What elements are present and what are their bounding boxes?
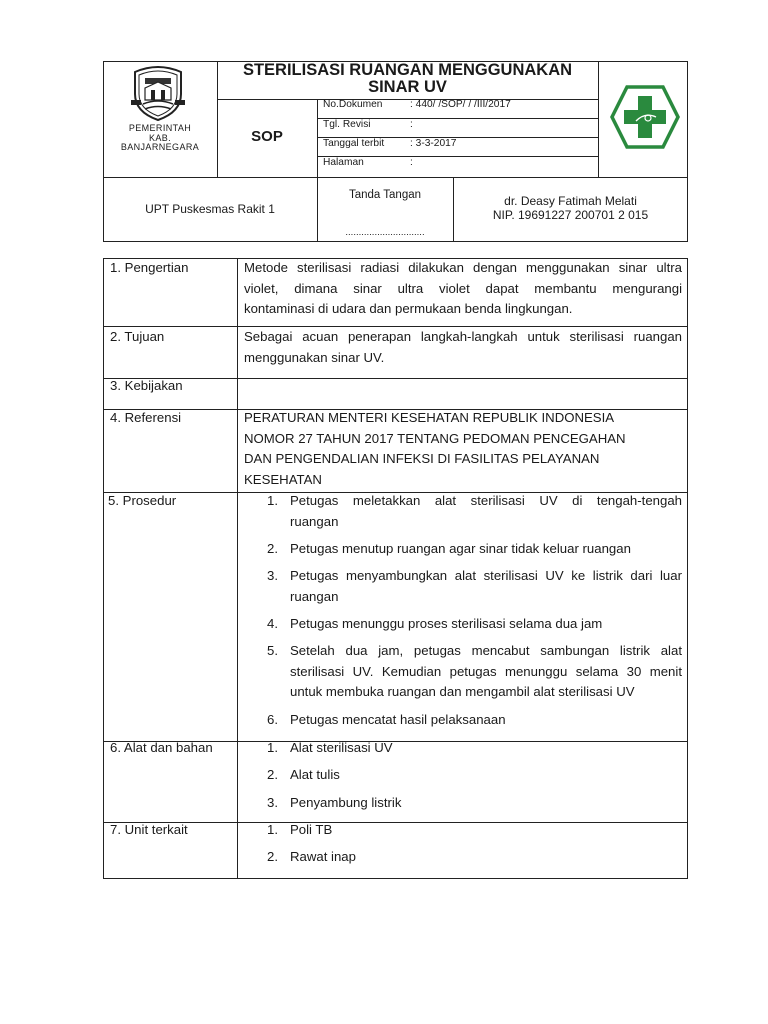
signer-name: dr. Deasy Fatimah Melati [504, 194, 637, 208]
item-number: 3. [267, 795, 278, 810]
item-number: 1. [267, 740, 278, 755]
meta-value-halaman: : [410, 157, 413, 168]
meta-value-tgl-revisi: : [410, 119, 413, 130]
text-line: PERATURAN MENTERI KESEHATAN REPUBLIK INDONESIA [244, 410, 615, 425]
document-title [217, 62, 598, 96]
step-line: Petugas menyambungkan alat sterilisasi UV ke listrik dari luar [290, 568, 682, 583]
row-label-referensi: 4. Referensi [110, 410, 182, 425]
puskesmas-logo [610, 84, 680, 150]
row-label-unit: 7. Unit terkait [110, 822, 188, 837]
meta-value-no-dokumen: : 440/ /SOP/ / /III/2017 [410, 99, 511, 110]
step-line: Petugas menutup ruangan agar sinar tidak keluar ruangan [290, 541, 631, 556]
header-divider [598, 61, 599, 177]
org-name [103, 124, 217, 153]
step-number: 5. [267, 643, 278, 658]
text-line: NOMOR 27 TAHUN 2017 TENTANG PEDOMAN PENCEGAHAN [244, 430, 626, 446]
pengertian-text [244, 258, 682, 320]
unit-name: UPT Puskesmas Rakit 1 [145, 202, 275, 216]
column-divider [237, 258, 238, 879]
step-line: Petugas meletakkan alat sterilisasi UV di tengah-tengah [290, 493, 682, 508]
step-line: untuk membuka ruangan dan mengambil alat sterilisasi UV [290, 684, 635, 700]
signature-line: .............................. [345, 227, 425, 238]
step-number: 3. [267, 568, 278, 583]
org-line: PEMERINTAH [128, 123, 192, 133]
item-text: Penyambung listrik [290, 795, 402, 810]
meta-label-no-dokumen: No.Dokumen [323, 99, 383, 110]
title-line: STERILISASI RUANGAN MENGGUNAKAN [242, 61, 573, 79]
text-line: violet, dimana sinar ultra violet dapat membantu mengurangi [244, 280, 682, 296]
step-line: ruangan [290, 513, 339, 529]
text-line: kontaminasi di udara dan permukaan benda lingkungan. [244, 301, 573, 317]
item-number: 1. [267, 822, 278, 837]
step-number: 2. [267, 541, 278, 556]
text-line: Metode sterilisasi radiasi dilakukan dengan menggunakan sinar ultra [244, 260, 682, 275]
meta-label-halaman: Halaman [323, 157, 364, 168]
signer-nip: NIP. 19691227 200701 2 015 [492, 208, 649, 222]
meta-label-tanggal-terbit: Tanggal terbit [323, 138, 385, 149]
step-number: 4. [267, 616, 278, 631]
org-line: BANJARNEGARA [120, 142, 200, 152]
row-label-tujuan: 2. Tujuan [110, 329, 165, 344]
item-number: 2. [267, 849, 278, 864]
item-text: Alat tulis [290, 767, 340, 782]
referensi-text [244, 408, 682, 490]
text-line: Sebagai acuan penerapan langkah-langkah untuk sterilisasi ruangan [244, 329, 682, 344]
row-divider [103, 378, 688, 379]
step-number: 6. [267, 712, 278, 727]
step-line: sterilisasi UV. Kemudian petugas menunggu selama 30 menit [290, 663, 682, 679]
regency-crest-logo [131, 64, 185, 122]
step-line: Petugas mencatat hasil pelaksanaan [290, 712, 506, 727]
item-text: Rawat inap [290, 849, 356, 864]
text-line: KESEHATAN [244, 471, 322, 487]
header-divider [103, 177, 688, 178]
signature-label: Tanda Tangan [348, 189, 422, 201]
signer-block [453, 194, 688, 222]
meta-value-tanggal-terbit: : 3-3-2017 [410, 138, 457, 149]
row-label-alat: 6. Alat dan bahan [110, 740, 213, 755]
item-text: Alat sterilisasi UV [290, 740, 393, 755]
step-line: Setelah dua jam, petugas mencabut sambungan listrik alat [290, 643, 682, 658]
sop-label: SOP [251, 128, 283, 145]
text-line: menggunakan sinar UV. [244, 349, 385, 365]
item-text: Poli TB [290, 822, 333, 837]
step-line: Petugas menunggu proses sterilisasi selama dua jam [290, 616, 603, 631]
tujuan-text [244, 327, 682, 368]
meta-label-tgl-revisi: Tgl. Revisi [323, 119, 371, 130]
step-number: 1. [267, 493, 278, 508]
header-divider [217, 99, 598, 100]
org-line: KAB. [148, 132, 172, 143]
item-number: 2. [267, 767, 278, 782]
title-line: SINAR UV [368, 78, 447, 96]
step-line: ruangan [290, 588, 339, 604]
row-label-prosedur: 5. Prosedur [108, 493, 177, 508]
header-divider [317, 99, 318, 177]
row-label-pengertian: 1. Pengertian [110, 260, 189, 275]
row-label-kebijakan: 3. Kebijakan [110, 378, 183, 393]
text-line: DAN PENGENDALIAN INFEKSI DI FASILITAS PELAYANAN [244, 451, 600, 467]
